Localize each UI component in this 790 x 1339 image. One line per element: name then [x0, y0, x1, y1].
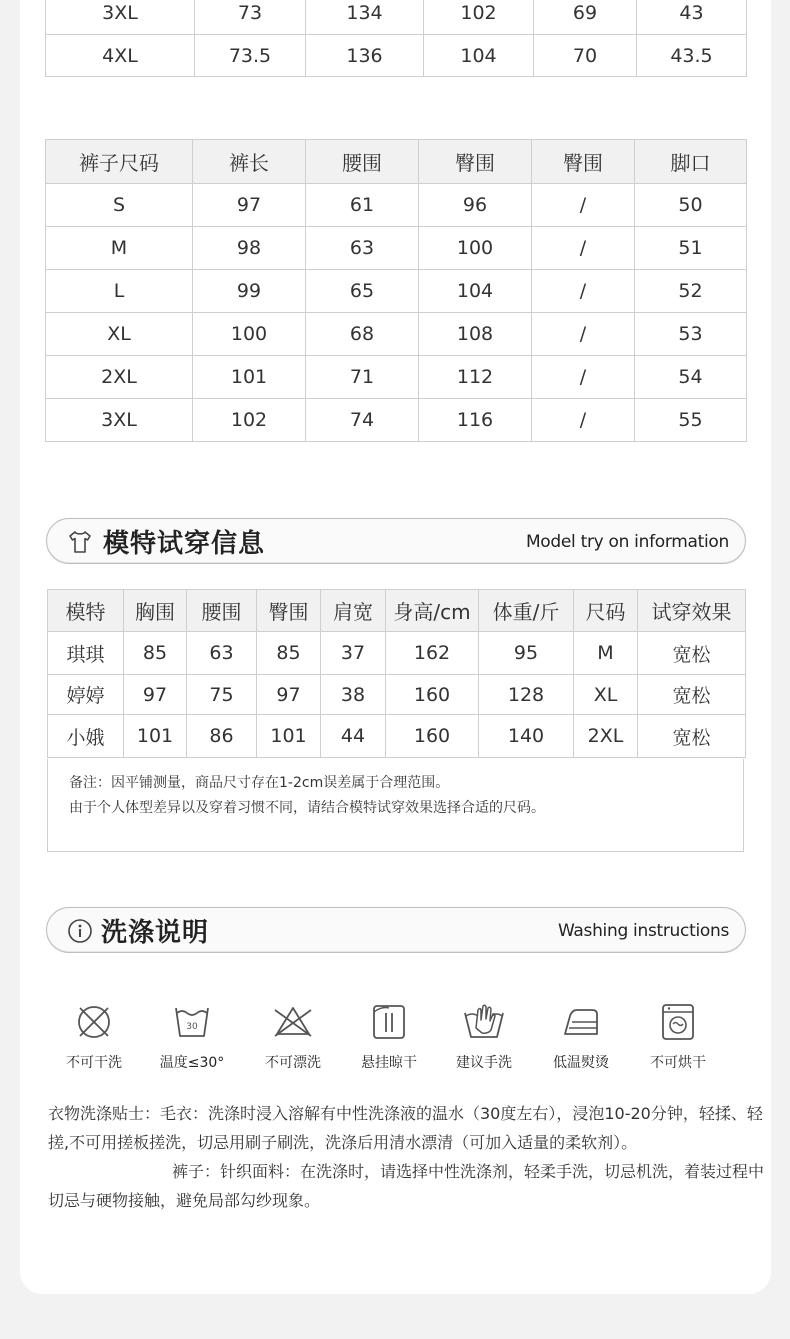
- table-cell: /: [532, 356, 635, 399]
- table-cell: 2XL: [46, 356, 193, 399]
- wash-label: 悬挂晾干: [361, 1055, 417, 1071]
- table-cell: 140: [479, 715, 574, 758]
- table-cell: 74: [306, 399, 419, 442]
- table-cell: 小娥: [48, 715, 124, 758]
- table-cell: 104: [419, 270, 532, 313]
- info-icon: [67, 918, 93, 944]
- table-cell: 54: [635, 356, 747, 399]
- column-header: 模特: [48, 590, 124, 632]
- table-cell: /: [532, 184, 635, 227]
- table-cell: 51: [635, 227, 747, 270]
- column-header: 腰围: [306, 140, 419, 184]
- table-cell: 99: [193, 270, 306, 313]
- wash-item-no-tumble-dry: [630, 1002, 726, 1072]
- table-cell: 61: [306, 184, 419, 227]
- table-cell: 101: [124, 715, 187, 758]
- wash-item-line-dry: [341, 1002, 437, 1072]
- hand-wash-icon: [462, 1002, 506, 1042]
- section-subtitle: Model try on information: [525, 532, 729, 552]
- table-cell: 97: [124, 675, 187, 715]
- table-cell: /: [532, 270, 635, 313]
- table-cell: 63: [306, 227, 419, 270]
- column-header: 臀围: [257, 590, 321, 632]
- tips-paragraph: 衣物洗涤贴士：毛衣：洗涤时浸入溶解有中性洗涤液的温水（30度左右），浸泡10-20分钟，轻揉、轻搓,不可用搓板搓洗，切忌用刷子刷洗，洗涤后用清水漂清（可加入适量的柔软剂）。: [48, 1104, 763, 1152]
- table-cell: 86: [187, 715, 257, 758]
- model-info-banner: [46, 518, 746, 564]
- table-cell: 婷婷: [48, 675, 124, 715]
- table-cell: 100: [419, 227, 532, 270]
- table-cell: 85: [257, 632, 321, 675]
- note-line: 由于个人体型差异以及穿着习惯不同，请结合模特试穿效果选择合适的尺码。: [69, 800, 545, 816]
- table-cell: M: [46, 227, 193, 270]
- table-row: [46, 184, 747, 227]
- table-cell: 97: [193, 184, 306, 227]
- table-cell: XL: [574, 675, 638, 715]
- table-cell: 37: [321, 632, 386, 675]
- table-cell: 43: [637, 0, 747, 35]
- table-cell: 68: [306, 313, 419, 356]
- wash-label: 不可烘干: [650, 1055, 706, 1071]
- table-row: [46, 227, 747, 270]
- table-cell: 136: [306, 35, 424, 77]
- table-row: [46, 35, 747, 77]
- column-header: 脚口: [635, 140, 747, 184]
- table-cell: /: [532, 227, 635, 270]
- table-cell: 73.5: [195, 35, 306, 77]
- table-cell: 琪琪: [48, 632, 124, 675]
- table-row: [46, 270, 747, 313]
- table-cell: 100: [193, 313, 306, 356]
- table-cell: XL: [46, 313, 193, 356]
- column-header: 试穿效果: [638, 590, 746, 632]
- no-dry-clean-icon: [74, 1002, 114, 1042]
- wash-30-icon: [172, 1002, 212, 1042]
- column-header: 肩宽: [321, 590, 386, 632]
- wash-item-no-dry-clean: [46, 1002, 142, 1072]
- table-cell: 98: [193, 227, 306, 270]
- table-row: [46, 399, 747, 442]
- svg-text:30: 30: [186, 1022, 198, 1032]
- pants-size-table: [45, 139, 747, 442]
- model-table: [47, 589, 746, 758]
- table-cell: 75: [187, 675, 257, 715]
- wash-label: 不可干洗: [66, 1055, 122, 1071]
- table-cell: 65: [306, 270, 419, 313]
- table-cell: S: [46, 184, 193, 227]
- table-cell: 102: [193, 399, 306, 442]
- table-cell: 97: [257, 675, 321, 715]
- wash-item-no-bleach: [245, 1002, 341, 1072]
- table-cell: 69: [534, 0, 637, 35]
- table-cell: 96: [419, 184, 532, 227]
- table-cell: 70: [534, 35, 637, 77]
- table-cell: 162: [386, 632, 479, 675]
- table-cell: 116: [419, 399, 532, 442]
- wash-label: 建议手洗: [456, 1055, 512, 1071]
- wash-item-hand-wash: [436, 1002, 532, 1072]
- table-cell: 102: [424, 0, 534, 35]
- tips-text: 裤子：针织面料：在洗涤时，请选择中性洗涤剂，轻柔手洗，切忌机洗，着装过程中切忌与硬物接触，避免局部勾纱现象。: [48, 1162, 765, 1210]
- column-header: 身高/cm: [386, 590, 479, 632]
- size-note: [47, 759, 744, 852]
- table-row: [48, 675, 746, 715]
- table-cell: 95: [479, 632, 574, 675]
- table-cell: 101: [193, 356, 306, 399]
- no-bleach-icon: [271, 1002, 315, 1042]
- table-row: [48, 632, 746, 675]
- table-cell: 63: [187, 632, 257, 675]
- table-cell: 宽松: [638, 715, 746, 758]
- wash-item-wash-30: [144, 1002, 240, 1072]
- washing-banner: [46, 907, 746, 953]
- table-row: [48, 715, 746, 758]
- table-cell: /: [532, 399, 635, 442]
- column-header: 尺码: [574, 590, 638, 632]
- low-iron-icon: [559, 1002, 603, 1042]
- column-header: 体重/斤: [479, 590, 574, 632]
- table-cell: 44: [321, 715, 386, 758]
- table-cell: 38: [321, 675, 386, 715]
- table-cell: 73: [195, 0, 306, 35]
- table-cell: 宽松: [638, 632, 746, 675]
- table-cell: 160: [386, 715, 479, 758]
- table-cell: 43.5: [637, 35, 747, 77]
- table-cell: M: [574, 632, 638, 675]
- section-subtitle: Washing instructions: [557, 921, 729, 941]
- table-cell: 104: [424, 35, 534, 77]
- table-cell: L: [46, 270, 193, 313]
- table-cell: 128: [479, 675, 574, 715]
- table-row: [46, 356, 747, 399]
- table-cell: 2XL: [574, 715, 638, 758]
- table-cell: 85: [124, 632, 187, 675]
- note-line: 备注：因平铺测量，商品尺寸存在1-2cm误差属于合理范围。: [69, 775, 450, 791]
- table-cell: 134: [306, 0, 424, 35]
- top-size-table: [45, 0, 747, 77]
- table-cell: 108: [419, 313, 532, 356]
- tshirt-icon: [67, 529, 93, 555]
- section-title: 洗涤说明: [101, 918, 210, 948]
- table-header-row: [46, 140, 747, 184]
- table-cell: 宽松: [638, 675, 746, 715]
- table-cell: 52: [635, 270, 747, 313]
- column-header: 腰围: [187, 590, 257, 632]
- column-header: 胸围: [124, 590, 187, 632]
- no-tumble-dry-icon: [658, 1002, 698, 1042]
- table-cell: 160: [386, 675, 479, 715]
- column-header: 臀围: [419, 140, 532, 184]
- table-row: [46, 313, 747, 356]
- line-dry-icon: [369, 1002, 409, 1042]
- wash-label: 温度≤30°: [159, 1055, 225, 1071]
- column-header: 裤长: [193, 140, 306, 184]
- table-cell: 50: [635, 184, 747, 227]
- table-cell: 3XL: [46, 0, 195, 35]
- table-cell: 3XL: [46, 399, 193, 442]
- table-header-row: [48, 590, 746, 632]
- table-cell: 53: [635, 313, 747, 356]
- table-row: [46, 0, 747, 35]
- wash-label: 低温熨烫: [553, 1055, 609, 1071]
- table-cell: /: [532, 313, 635, 356]
- column-header: 臀围: [532, 140, 635, 184]
- table-cell: 71: [306, 356, 419, 399]
- column-header: 裤子尺码: [46, 140, 193, 184]
- tips-paragraph: [48, 1157, 770, 1215]
- table-cell: 55: [635, 399, 747, 442]
- table-cell: 4XL: [46, 35, 195, 77]
- table-cell: 112: [419, 356, 532, 399]
- section-title: 模特试穿信息: [103, 529, 266, 559]
- table-cell: 101: [257, 715, 321, 758]
- wash-label: 不可漂洗: [265, 1055, 321, 1071]
- wash-item-low-iron: [533, 1002, 629, 1072]
- washing-tips: [48, 1099, 770, 1215]
